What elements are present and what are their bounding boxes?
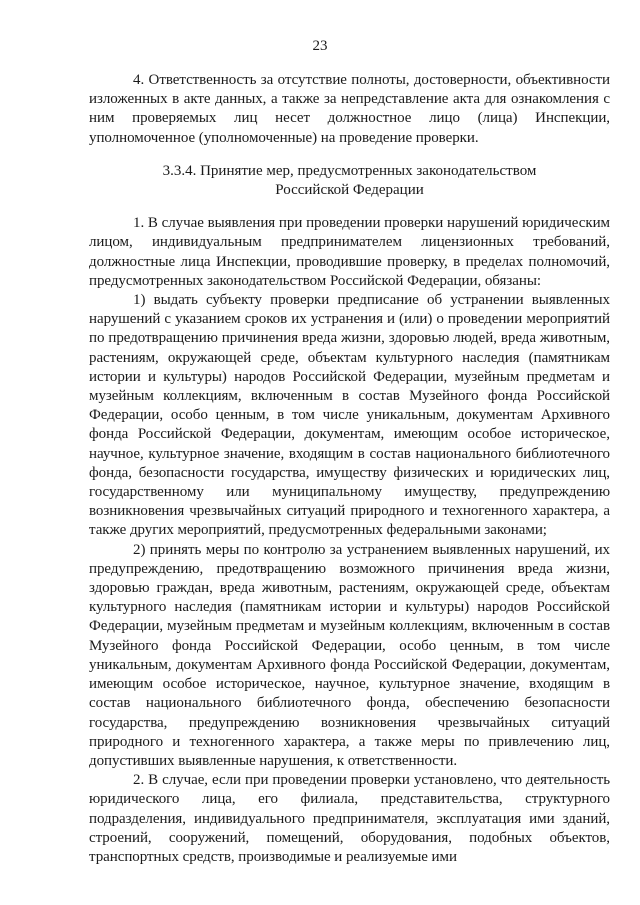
- document-body: [89, 71, 610, 867]
- paragraph-clause-1-item-1: 1) выдать субъекту проверки предписание об устранении выявленных нарушений с указанием сроков их устранения и (или) о проведении мероприятий по предотвращению причинения вреда жизни, здоровью людей, вреда животным, растениям, окружающей среде, объектам культурного наследия (памятникам истории и культуры) народов Российской Федерации, музейным предметам и музейным коллекциям, включенным в состав Музейного фонда Российской Федерации, особо ценным, в том числе уникальным, документам Архивного фонда Российской Федерации, документам, имеющим особое историческое, научное, культурное значение, входящим в состав национального библиотечного фонда, безопасности государства, имуществу физических и юридических лиц, государственному или муниципальному имуществу, предупреждению возникновения чрезвычайных ситуаций природного и техногенного характера, а также других мероприятий, предусмотренных федеральными законами;: [89, 292, 610, 539]
- page-number: 23: [312, 38, 328, 54]
- paragraph-clause-1-item-2: 2) принять меры по контролю за устранением выявленных нарушений, их предупреждению, предотвращению возможного причинения вреда жизни, здоровью граждан, вреда животным, растениям, окружающей среде, объектам культурного наследия (памятникам истории и культуры) народов Российской Федерации, музейным предметам и музейным коллекциям, включенным в состав Музейного фонда Российской Федерации, особо ценным, в том числе уникальным, документам Архивного фонда Российской Федерации, документам, имеющим особое историческое, научное, культурное значение, входящим в состав национального библиотечного фонда, обеспечению безопасности государства, предупреждению возникновения чрезвычайных ситуаций природного и техногенного характера, а также меры по привлечению лиц, допустивших выявленные нарушения, к ответственности.: [89, 541, 610, 769]
- paragraph-clause-2: 2. В случае, если при проведении проверки установлено, что деятельность юридического лица, его филиала, представительства, структурного подразделения, индивидуального предпринимателя, эксплуатация ими зданий, строений, сооружений, помещений, оборудования, подобных объектов, транспортных средств, производимые и реализуемые ими: [89, 772, 610, 865]
- section-heading-line-1: 3.3.4. Принятие мер, предусмотренных законодательством: [162, 162, 537, 179]
- paragraph-responsibility: 4. Ответственность за отсутствие полноты, достоверности, объективности изложенных в акте данных, а также за непредставление акта для ознакомления с ним проверяемых лиц несет должностное лицо (лица) Инспекции, уполномоченное (уполномоченные) на проведение проверки.: [89, 72, 610, 146]
- section-heading-line-2: Российской Федерации: [275, 182, 424, 199]
- paragraph-clause-1: 1. В случае выявления при проведении проверки нарушений юридическим лицом, индивидуальным предпринимателем лицензионных требований, должностные лица Инспекции, проводившие проверку, в пределах полномочий, предусмотренных законодательством Российской Федерации, обязаны:: [89, 215, 610, 289]
- section-heading: [89, 162, 610, 200]
